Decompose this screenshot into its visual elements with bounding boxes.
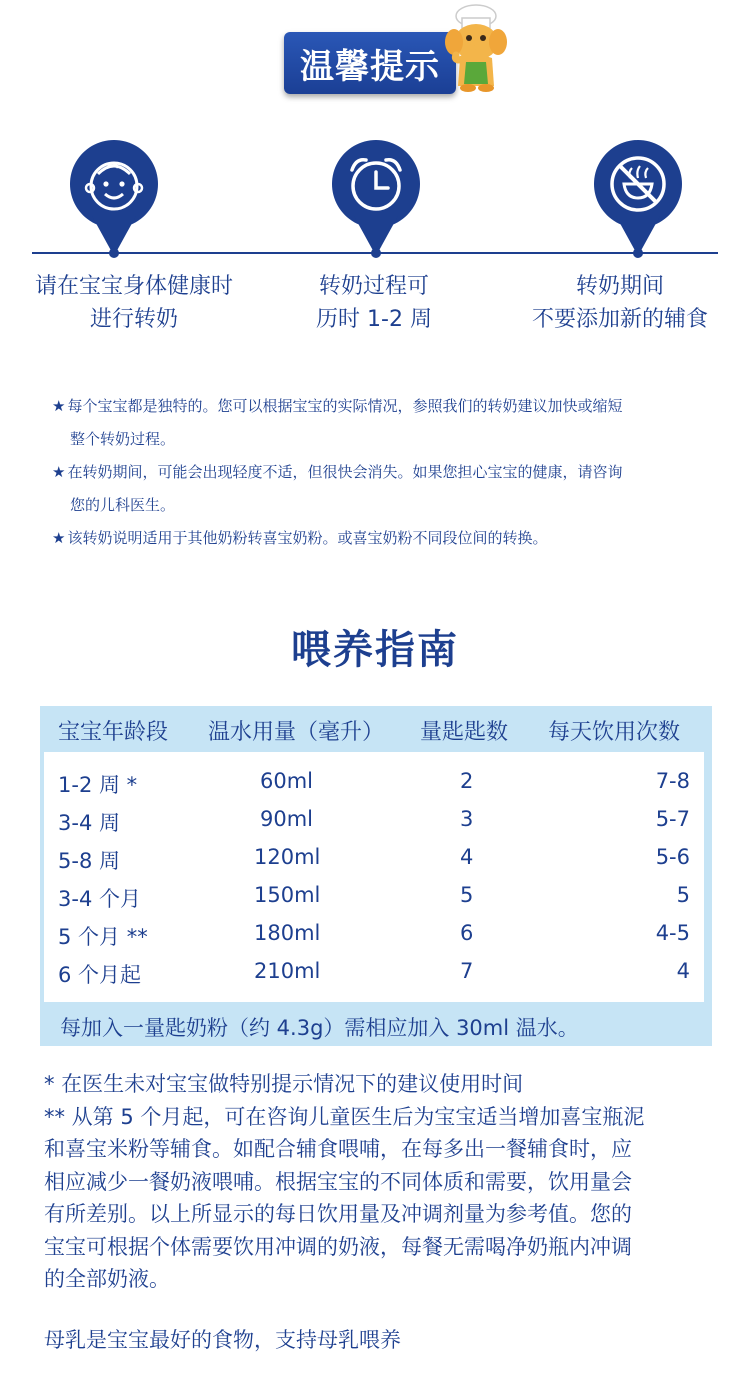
cell-age: 5-8 周 bbox=[58, 849, 120, 873]
footnote-line: 的全部奶液。 bbox=[44, 1267, 170, 1291]
cell-water: 60ml bbox=[260, 769, 314, 793]
cell-times: 4 bbox=[676, 959, 690, 983]
closing-slogan: 母乳是宝宝最好的食物，支持母乳喂养 bbox=[44, 1328, 401, 1352]
footnote-line: 有所差别。以上所显示的每日饮用量及冲调剂量为参考值。您的 bbox=[44, 1202, 632, 1226]
timeline-dot bbox=[633, 248, 643, 258]
header-scoops: 量匙匙数 bbox=[420, 720, 509, 745]
tip-pin-no-food bbox=[592, 138, 684, 260]
tip-label-duration bbox=[244, 270, 504, 336]
guide-title: 喂养指南 bbox=[291, 627, 459, 673]
tip-label-line: 不要添加新的辅食 bbox=[531, 307, 708, 332]
banner-title: 温馨提示 bbox=[284, 32, 456, 94]
note-text: 在转奶期间，可能会出现轻度不适，但很快会消失。如果您担心宝宝的健康，请咨询 bbox=[67, 463, 623, 481]
star-icon: ★ bbox=[52, 463, 66, 481]
tip-pin-duration bbox=[330, 138, 422, 260]
cell-scoops: 2 bbox=[460, 769, 474, 793]
cell-scoops: 3 bbox=[460, 807, 474, 831]
tip-label-line: 转奶过程可 bbox=[318, 274, 429, 299]
footnote-line: ** 从第 5 个月起，可在咨询儿童医生后为宝宝适当增加喜宝瓶泥 bbox=[44, 1104, 645, 1129]
table-body bbox=[44, 752, 704, 1002]
table-header bbox=[40, 706, 712, 750]
cell-times: 4-5 bbox=[655, 921, 690, 945]
footnote-line: 和喜宝米粉等辅食。如配合辅食喂哺，在每多出一餐辅食时，应 bbox=[44, 1137, 632, 1161]
footnotes bbox=[44, 1068, 714, 1296]
cell-water: 210ml bbox=[254, 959, 321, 983]
cell-age: 3-4 个月 bbox=[58, 887, 141, 911]
star-icon: ★ bbox=[52, 529, 66, 547]
timeline-dot bbox=[371, 248, 381, 258]
cell-times: 5-7 bbox=[655, 807, 690, 831]
star-icon: ★ bbox=[52, 397, 66, 415]
tip-label-healthy bbox=[4, 270, 264, 336]
note-text: 您的儿科医生。 bbox=[70, 496, 176, 514]
header-times: 每天饮用次数 bbox=[548, 720, 681, 745]
header-age: 宝宝年龄段 bbox=[58, 720, 169, 745]
tip-pin-healthy bbox=[68, 138, 160, 260]
footnote-line: * 在医生未对宝宝做特别提示情况下的建议使用时间 bbox=[44, 1072, 524, 1096]
cell-water: 180ml bbox=[254, 921, 321, 945]
note-item bbox=[52, 456, 718, 522]
elephant-chef-mascot-icon bbox=[436, 2, 508, 94]
footnote-line: 宝宝可根据个体需要饮用冲调的奶液，每餐无需喝净奶瓶内冲调 bbox=[44, 1234, 632, 1259]
table-footer-note: 每加入一量匙奶粉（约 4.3g）需相应加入 30ml 温水。 bbox=[60, 1016, 579, 1040]
note-text: 整个转奶过程。 bbox=[70, 430, 176, 448]
feeding-table bbox=[40, 706, 712, 1046]
cell-age: 5 个月 ** bbox=[58, 925, 148, 949]
tip-label-line: 请在宝宝身体健康时 bbox=[34, 274, 233, 299]
cell-times: 7-8 bbox=[655, 769, 690, 793]
cell-water: 120ml bbox=[254, 845, 321, 869]
cell-water: 90ml bbox=[260, 807, 314, 831]
tip-label-no-food bbox=[490, 270, 750, 336]
cell-water: 150ml bbox=[254, 883, 321, 907]
tip-label-line: 历时 1-2 周 bbox=[316, 307, 432, 332]
note-text: 该转奶说明适用于其他奶粉转喜宝奶粉。或喜宝奶粉不同段位间的转换。 bbox=[67, 529, 548, 547]
cell-scoops: 6 bbox=[460, 921, 474, 945]
tip-label-line: 进行转奶 bbox=[89, 307, 178, 332]
cell-scoops: 7 bbox=[460, 959, 474, 983]
note-item bbox=[52, 390, 718, 456]
tip-label-line: 转奶期间 bbox=[575, 274, 664, 299]
cell-age: 3-4 周 bbox=[58, 811, 120, 835]
cell-scoops: 5 bbox=[460, 883, 474, 907]
cell-age: 1-2 周 * bbox=[58, 773, 138, 797]
footnote-line: 相应减少一餐奶液喂哺。根据宝宝的不同体质和需要，饮用量会 bbox=[44, 1169, 632, 1194]
timeline-dot bbox=[109, 248, 119, 258]
cell-times: 5 bbox=[676, 883, 690, 907]
note-item bbox=[52, 522, 718, 555]
cell-times: 5-6 bbox=[655, 845, 690, 869]
cell-scoops: 4 bbox=[460, 845, 474, 869]
note-text: 每个宝宝都是独特的。您可以根据宝宝的实际情况，参照我们的转奶建议加快或缩短 bbox=[67, 397, 623, 415]
header-water: 温水用量（毫升） bbox=[208, 720, 385, 745]
cell-age: 6 个月起 bbox=[58, 963, 142, 987]
